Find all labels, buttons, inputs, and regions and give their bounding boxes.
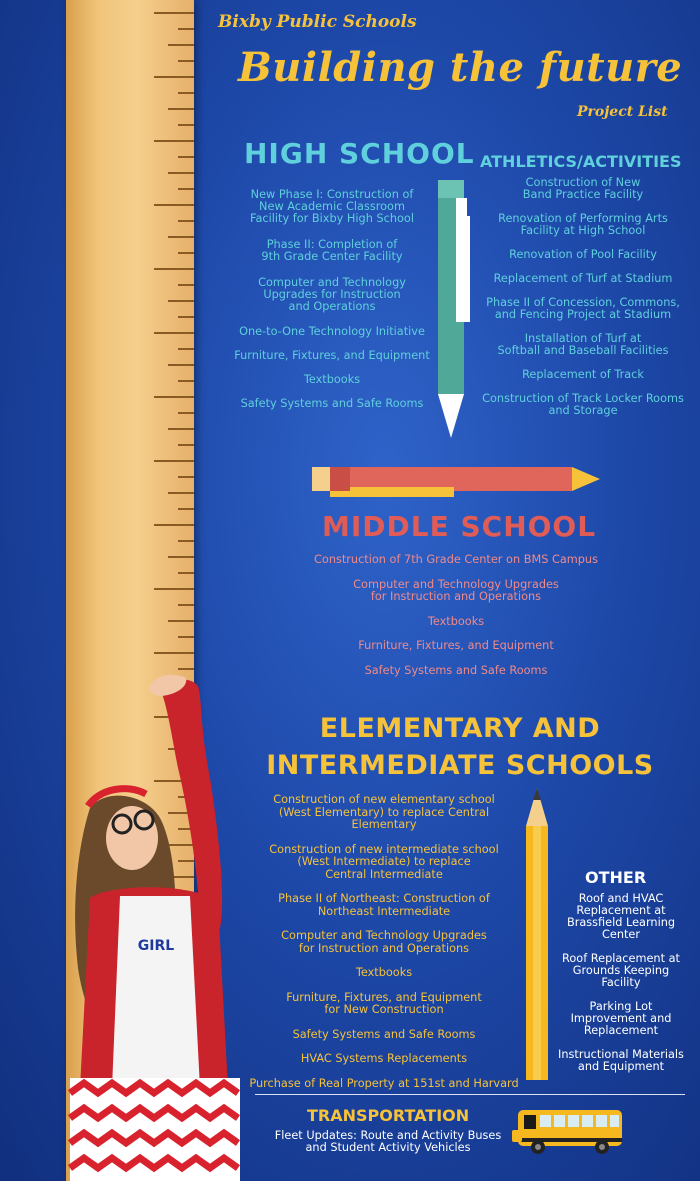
list-item: Construction of new elementary school (West Elementary) to replace Central Elementary: [273, 793, 495, 831]
list-item: Construction of 7th Grade Center on BMS Campus: [314, 553, 598, 566]
list-item: Computer and Technology Upgrades for Instruction and Operations: [258, 276, 406, 313]
list-item: New Phase I: Construction of New Academic Classroom Facility for Bixby High School: [250, 188, 414, 225]
teal-pencil-icon: [432, 176, 472, 442]
yellow-pencil-icon: [522, 786, 552, 1084]
ruler-tick: [168, 620, 194, 622]
ruler-tick: [154, 524, 194, 526]
transportation-heading: TRANSPORTATION: [307, 1106, 470, 1125]
ruler-tick: [178, 284, 194, 286]
transportation-text: Fleet Updates: Route and Activity Buses and Student Activity Vehicles: [274, 1129, 502, 1154]
list-item: Roof Replacement at Grounds Keeping Facility: [562, 952, 680, 989]
ruler-tick: [154, 588, 194, 590]
ruler-tick: [178, 444, 194, 446]
list-item: Phase II of Northeast: Construction of Northeast Intermediate: [278, 892, 490, 918]
list-item: Renovation of Performing Arts Facility at High School: [498, 212, 668, 237]
girl-photo-illustration: [50, 668, 260, 1181]
list-item: Construction of Track Locker Rooms and Storage: [482, 392, 684, 417]
ruler-tick: [178, 316, 194, 318]
list-item: Safety Systems and Safe Rooms: [364, 663, 548, 677]
ruler-tick: [178, 508, 194, 510]
ruler-tick: [168, 492, 194, 494]
list-item: Purchase of Real Property at 151st and Harvard: [249, 1076, 519, 1090]
shirt-text: GIRL: [137, 938, 175, 954]
ruler-tick: [168, 364, 194, 366]
ruler-tick: [178, 412, 194, 414]
ruler-tick: [168, 236, 194, 238]
high-school-list: [232, 189, 432, 410]
middle-school-list: [306, 554, 606, 677]
ruler-tick: [178, 220, 194, 222]
brand-name: Bixby Public Schools: [218, 12, 417, 32]
page-title: Building the future: [238, 44, 683, 91]
list-item: Safety Systems and Safe Rooms: [240, 397, 424, 410]
list-item: Construction of New Band Practice Facility: [522, 176, 644, 201]
list-item: Furniture, Fixtures, and Equipment: [234, 349, 430, 362]
list-item: Installation of Turf at Softball and Baseball Facilities: [497, 332, 669, 357]
list-item: Computer and Technology Upgrades for Instruction and Operations: [281, 929, 487, 955]
ruler-tick: [168, 44, 194, 46]
elementary-heading: ELEMENTARY AND INTERMEDIATE SCHOOLS: [266, 713, 654, 781]
list-item: Phase II of Concession, Commons, and Fencing Project at Stadium: [486, 296, 680, 321]
school-bus-icon: [512, 1106, 628, 1156]
ruler-tick: [154, 332, 194, 334]
page-subtitle: Project List: [577, 104, 668, 120]
list-item: Instructional Materials and Equipment: [558, 1048, 684, 1073]
list-item: Phase II: Completion of 9th Grade Center Facility: [261, 238, 403, 263]
other-list: [556, 893, 686, 1073]
middle-school-heading: MIDDLE SCHOOL: [322, 510, 597, 543]
ruler-tick: [154, 396, 194, 398]
ruler-tick: [178, 28, 194, 30]
ruler-tick: [168, 300, 194, 302]
ruler-tick: [178, 188, 194, 190]
list-item: Textbooks: [427, 614, 485, 628]
ruler-tick: [178, 252, 194, 254]
list-item: Parking Lot Improvement and Replacement: [570, 1000, 672, 1037]
ruler-tick: [168, 428, 194, 430]
ruler-tick: [154, 140, 194, 142]
high-school-heading: HIGH SCHOOL: [244, 137, 475, 170]
list-item: Furniture, Fixtures, and Equipment: [358, 639, 554, 652]
list-item: Textbooks: [303, 373, 361, 386]
elementary-list: [246, 794, 522, 1090]
list-item: Renovation of Pool Facility: [509, 248, 657, 261]
ruler-tick: [178, 348, 194, 350]
other-heading: OTHER: [585, 868, 647, 887]
ruler-tick: [178, 636, 194, 638]
list-item: HVAC Systems Replacements: [300, 1052, 468, 1065]
ruler-tick: [178, 156, 194, 158]
ruler-tick: [168, 556, 194, 558]
list-item: Construction of new intermediate school (West Intermediate) to replace Central Intermediate: [269, 842, 499, 881]
ruler-tick: [178, 92, 194, 94]
list-item: Roof and HVAC Replacement at Brassfield Learning Center: [566, 892, 676, 941]
list-item: Safety Systems and Safe Rooms: [292, 1027, 476, 1041]
coral-pencil-icon: [310, 463, 602, 501]
ruler-tick: [178, 476, 194, 478]
list-item: Replacement of Turf at Stadium: [493, 272, 673, 285]
ruler-tick: [178, 572, 194, 574]
athletics-heading: ATHLETICS/ACTIVITIES: [480, 152, 682, 171]
ruler-tick: [154, 76, 194, 78]
ruler-tick: [178, 540, 194, 542]
ruler-tick: [168, 108, 194, 110]
list-item: Computer and Technology Upgrades for Instruction and Operations: [353, 577, 559, 603]
ruler-tick: [178, 60, 194, 62]
ruler-tick: [154, 652, 194, 654]
list-item: Textbooks: [355, 966, 413, 979]
ruler-tick: [168, 172, 194, 174]
ruler-tick: [178, 604, 194, 606]
list-item: Replacement of Track: [522, 368, 644, 381]
ruler-tick: [178, 124, 194, 126]
athletics-list: [482, 177, 684, 417]
list-item: Furniture, Fixtures, and Equipment for New Construction: [286, 990, 482, 1016]
ruler-tick: [154, 204, 194, 206]
divider: [255, 1094, 685, 1095]
ruler-tick: [178, 380, 194, 382]
ruler-tick: [154, 12, 194, 14]
ruler-tick: [154, 460, 194, 462]
list-item: One-to-One Technology Initiative: [239, 325, 425, 338]
ruler-tick: [154, 268, 194, 270]
